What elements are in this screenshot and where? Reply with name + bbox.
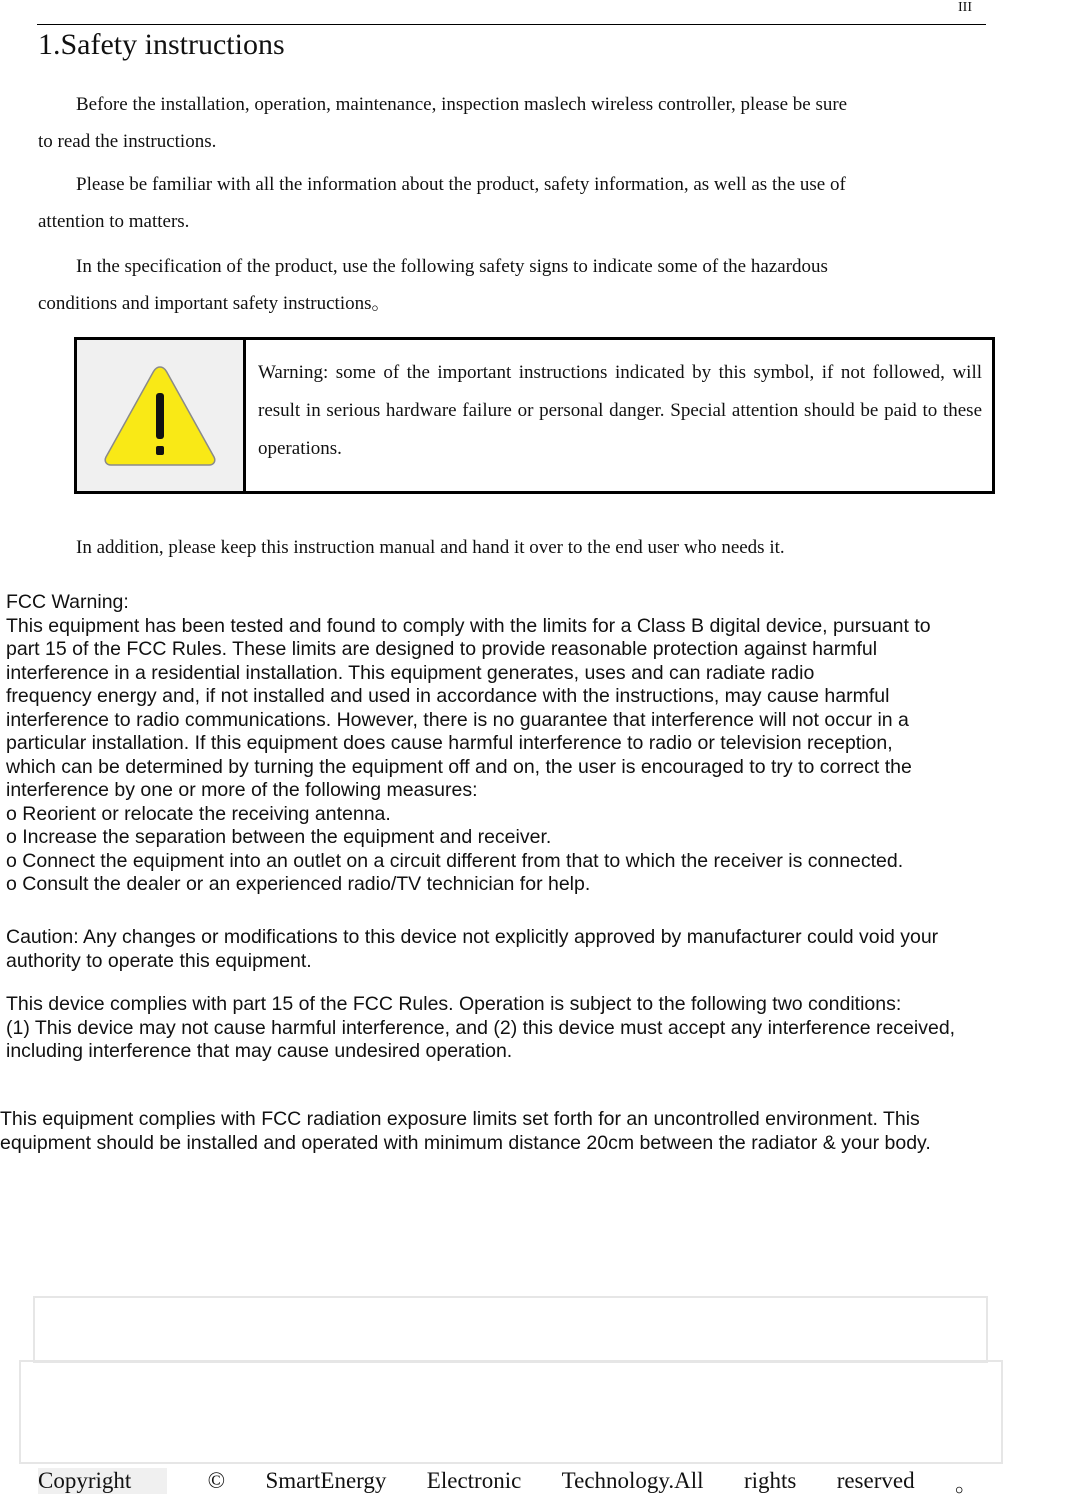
copyright-word: rights [743,1468,797,1493]
fcc-line: FCC Warning: [6,591,129,613]
intro-line: In the specification of the product, use the following safety signs to indicate some of the hazardous [76,256,828,277]
empty-frame [33,1296,988,1363]
radiation-exposure-block [0,1108,1065,1155]
caution-block [6,926,1071,973]
radiation-line: equipment should be installed and operated with minimum distance 20cm between the radiator & your body. [0,1131,931,1154]
warning-triangle-icon [102,363,218,469]
radiation-line: This equipment complies with FCC radiation exposure limits set forth for an uncontrolled environment. This [0,1108,920,1130]
closing-paragraph: In addition, please keep this instruction manual and hand it over to the end user who needs it. [76,537,785,558]
intro-paragraph [38,248,973,322]
complies-line: This device complies with part 15 of the FCC Rules. Operation is subject to the following two conditions: [6,993,902,1015]
fcc-line: frequency energy and, if not installed and used in accordance with the instructions, may cause harmful [6,685,890,707]
caution-line: authority to operate this equipment. [6,949,312,972]
intro-line: Before the installation, operation, maintenance, inspection maslech wireless controller, please be sure [76,94,848,115]
empty-frame [19,1360,1003,1464]
copyright-word: Copyright [38,1468,167,1494]
section-title: 1.Safety instructions [38,28,285,61]
fcc-line: o Consult the dealer or an experienced radio/TV technician for help. [6,873,591,895]
fcc-line: o Connect the equipment into an outlet on a circuit different from that to which the receiver is connected. [6,849,904,872]
page-number: III [958,0,972,15]
intro-line: Please be familiar with all the information about the product, safety information, as well as the use of [76,174,846,195]
complies-line: including interference that may cause undesired operation. [6,1040,513,1062]
header-rule [37,24,986,25]
copyright-word: reserved [836,1468,915,1493]
fcc-line: part 15 of the FCC Rules. These limits are designed to provide reasonable protection against harmful [6,638,878,660]
fcc-line: which can be determined by turning the equipment off and on, the user is encouraged to try to correct the [6,755,912,778]
intro-line: to read the instructions. [38,131,217,152]
fcc-line: interference in a residential installation. This equipment generates, uses and can radiate radio [6,661,815,684]
copyright-word: Electronic [426,1468,522,1493]
fcc-line: o Increase the separation between the equipment and receiver. [6,826,552,848]
copyright-word: 。 [954,1470,978,1496]
warning-text: Warning: some of the important instructions indicated by this symbol, if not followed, will result in serious hardware failure or personal danger. Special attention should be paid to these operations. [258,362,982,459]
copyright-symbol: © [207,1468,226,1493]
intro-line: conditions and important safety instructions。 [38,293,391,314]
intro-paragraph [38,86,973,160]
copyright-footer [38,1465,978,1497]
complies-line: (1) This device may not cause harmful interference, and (2) this device must accept any interference received, [6,1016,956,1039]
intro-paragraph [38,166,973,240]
fcc-line: o Reorient or relocate the receiving antenna. [6,802,391,825]
copyright-word: SmartEnergy [265,1468,387,1493]
fcc-line: particular installation. If this equipment does cause harmful interference to radio or television reception, [6,732,893,754]
copyright-word: Technology.All [561,1468,704,1493]
intro-line: attention to matters. [38,211,190,232]
warning-icon-cell [77,340,246,491]
fcc-line: This equipment has been tested and found to comply with the limits for a Class B digital device, pursuant to [6,614,931,637]
caution-line: Caution: Any changes or modifications to this device not explicitly approved by manufacturer could void your [6,926,939,948]
fcc-warning-block [6,591,1071,897]
fcc-line: interference to radio communications. However, there is no guarantee that interference will not occur in a [6,708,909,731]
warning-box [74,337,995,494]
complies-block [6,993,1071,1064]
fcc-line: interference by one or more of the following measures: [6,779,478,801]
